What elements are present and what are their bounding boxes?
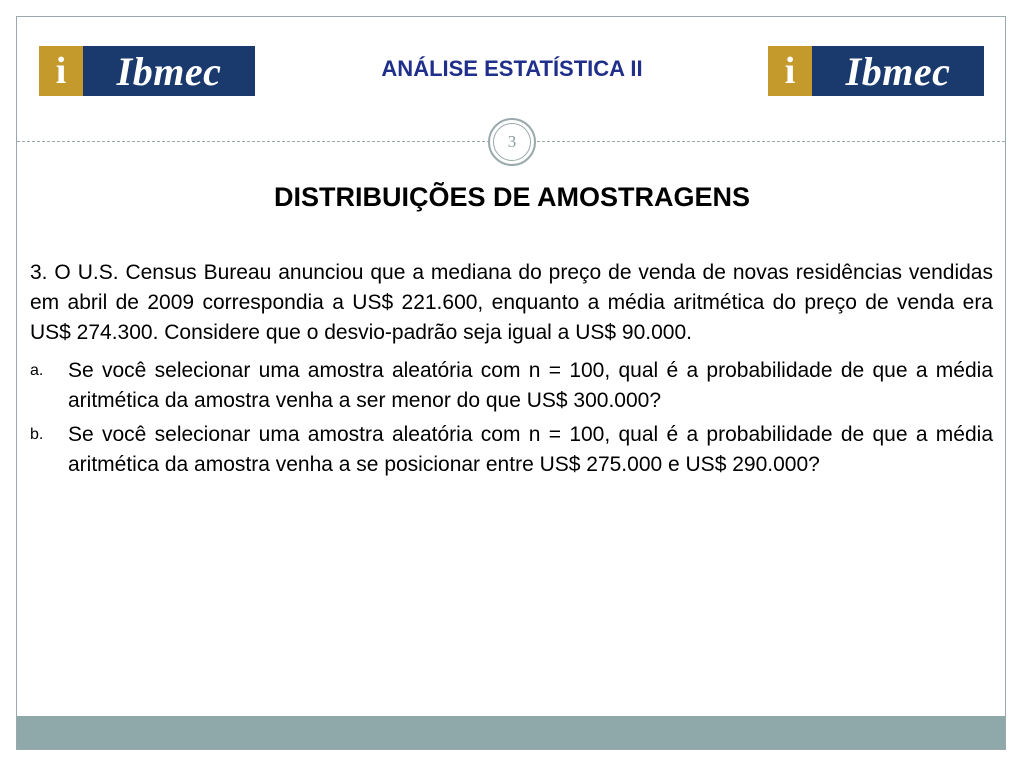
header-title: ANÁLISE ESTATÍSTICA II (381, 56, 643, 81)
logo-text: Ibmec (83, 46, 255, 96)
question-marker: a. (30, 362, 44, 379)
question-text: Se você selecionar uma amostra aleatória com n = 100, qual é a probabilidade de que a média aritmética da amostra venha a se posicionar entre US$ 275.000 e US$ 290.000? (68, 423, 993, 476)
logo-text: Ibmec (812, 46, 984, 96)
ibmec-logo-left (39, 46, 255, 96)
problem-statement: 3. O U.S. Census Bureau anunciou que a mediana do preço de venda de novas residências vendidas em abril de 2009 correspondia a US$ 221.600, enquanto a média aritmética do preço de venda era US$ 274.300. Considere que o desvio-padrão seja igual a US$ 90.000. (30, 261, 993, 344)
footer-bar (17, 716, 1005, 749)
question-item (30, 420, 993, 480)
slide-title: DISTRIBUIÇÕES DE AMOSTRAGENS (273, 182, 751, 212)
logo-mark: i (768, 46, 812, 96)
question-marker: b. (30, 426, 44, 443)
question-item (30, 356, 993, 416)
question-text: Se você selecionar uma amostra aleatória com n = 100, qual é a probabilidade de que a média aritmética da amostra venha a ser menor do que US$ 300.000? (68, 359, 993, 412)
page-number-badge (488, 118, 536, 166)
logo-mark: i (39, 46, 83, 96)
slide-content (30, 258, 993, 484)
page-number: 3 (493, 123, 531, 161)
ibmec-logo-right (768, 46, 984, 96)
question-list (30, 356, 993, 480)
